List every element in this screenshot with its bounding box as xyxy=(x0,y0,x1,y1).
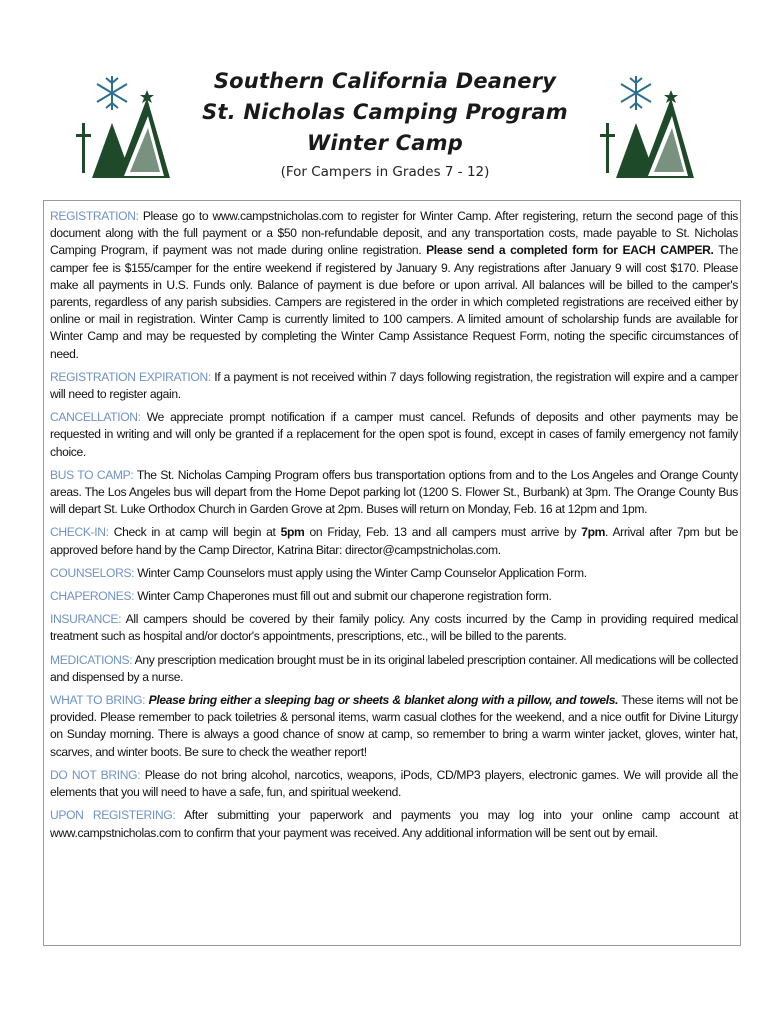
title-line-1: Southern California Deanery xyxy=(213,69,557,93)
registration-section xyxy=(50,208,738,363)
medications-section xyxy=(50,652,738,686)
what-to-bring-section xyxy=(50,692,738,761)
checkin-time-start: 5pm xyxy=(280,525,305,540)
registration-text-1: Please go to www.campstnicholas.com to register for Winter Camp. After registering, return the second page of this document along with the full payment or a $50 non-refundable deposit, and any transportation costs, made payable to St. Nicholas Camping Program, if payment was not made during online registration. xyxy=(50,209,738,258)
snowflake-trees-cross-icon xyxy=(596,68,696,178)
checkin-text-1: Check in at camp will begin at xyxy=(108,525,281,540)
chaperones-text: Winter Camp Chaperones must fill out and submit our chaperone registration form. xyxy=(134,589,552,604)
do-not-bring-label: DO NOT BRING: xyxy=(50,767,141,782)
checkin-text-3: . Arrival after 7pm but be approved before hand by the Camp Director, Katrina Bitar: director@campstnicholas.com. xyxy=(50,525,738,557)
registration-bold: Please send a completed form for EACH CAMPER. xyxy=(426,243,714,258)
chaperones-label: CHAPERONES: xyxy=(50,589,135,604)
page-header xyxy=(0,60,770,190)
cancellation-text: We appreciate prompt notification if a camper must cancel. Refunds of deposits and other payments may be requested in writing and will only be granted if a replacement for the open spot is found, except in cases of family emergency not family choice. xyxy=(50,410,738,459)
subtitle: (For Campers in Grades 7 - 12) xyxy=(280,164,490,180)
cancellation-section xyxy=(50,409,738,461)
cancellation-label: CANCELLATION: xyxy=(50,410,141,425)
do-not-bring-section xyxy=(50,767,738,801)
upon-registering-section xyxy=(50,807,738,841)
insurance-label: INSURANCE: xyxy=(50,612,122,627)
medications-label: MEDICATIONS: xyxy=(50,652,133,667)
chaperones-section xyxy=(50,588,738,605)
registration-label: REGISTRATION: xyxy=(50,209,139,223)
expiration-label: REGISTRATION EXPIRATION: xyxy=(50,369,211,384)
insurance-text: All campers should be covered by their family policy. Any costs incurred by the Camp in providing required medical treatment such as hospital and/or doctor's appointments, prescriptions, etc., will be billed to the parents. xyxy=(50,612,738,644)
bus-label: BUS TO CAMP: xyxy=(50,467,134,482)
what-to-bring-label: WHAT TO BRING: xyxy=(50,693,146,708)
insurance-section xyxy=(50,611,738,645)
expiration-section xyxy=(50,369,738,403)
expiration-text: If a payment is not received within 7 days following registration, the registration will expire and a camper will need to register again. xyxy=(50,369,738,402)
counselors-label: COUNSELORS: xyxy=(50,565,135,580)
checkin-time-deadline: 7pm xyxy=(581,525,606,540)
checkin-section xyxy=(50,524,738,558)
what-to-bring-emphasis: Please bring either a sleeping bag or sheets & blanket along with a pillow, and towels. xyxy=(145,693,619,708)
checkin-label: CHECK-IN: xyxy=(50,525,109,540)
bus-text: The St. Nicholas Camping Program offers bus transportation options from and to the Los Angeles and Orange County areas. The Los Angeles bus will depart from the Home Depot parking lot (1200 S. Flower St., Burbank) at 3pm. The Orange County Bus will depart St. Luke Orthodox Church in Garden Grove at 2pm. Buses will return on Monday, Feb. 16 at 12pm and 1pm. xyxy=(50,467,738,517)
counselors-text: Winter Camp Counselors must apply using the Winter Camp Counselor Application Form. xyxy=(134,565,587,580)
medications-text: Any prescription medication brought must be in its original labeled prescription container. All medications will be collected and dispensed by a nurse. xyxy=(50,652,738,684)
do-not-bring-text: Please do not bring alcohol, narcotics, weapons, iPods, CD/MP3 players, electronic games. We will provide all the elements that you will need to have a safe, fun, and spiritual weekend. xyxy=(50,767,739,800)
bus-section xyxy=(50,467,738,519)
upon-registering-text: After submitting your paperwork and payments you may log into your online camp account at www.campstnicholas.com to confirm that your payment was received. Any additional information will be sent out by email. xyxy=(50,808,738,840)
snowflake-trees-cross-icon xyxy=(72,68,172,178)
checkin-text-2: on Friday, Feb. 13 and all campers must arrive by xyxy=(304,525,582,540)
title-line-3: Winter Camp xyxy=(307,131,463,155)
info-box xyxy=(43,200,741,946)
what-to-bring-text: These items will not be provided. Please remember to pack toiletries & personal items, warm casual clothes for the weekend, and a nice outfit for Divine Liturgy on Sunday morning. There is always a good chance of snow at camp, so remember to bring a warm winter jacket, gloves, winter hat, scarves, and winter boots. Be sure to check the weather report! xyxy=(50,693,738,759)
title-block xyxy=(170,66,600,180)
counselors-section xyxy=(50,565,738,582)
upon-registering-label: UPON REGISTERING: xyxy=(50,808,176,823)
registration-text-2: The camper fee is $155/camper for the entire weekend if registered by January 9. Any registrations after January 9 will cost $170. Please make all payments in U.S. Funds only. Balance of payment is due before or upon arrival. All balances will be billed to the camper's parents, regardless of any parish subsidies. Campers are registered in the order in which completed registrations are received either by online or mail in registration. Winter Camp is currently limited to 100 campers. A limited amount of scholarship funds are available for Winter Camp and may be requested by completing the Winter Camp Assistance Request Form, noting the specific circumstances of need. xyxy=(50,243,738,361)
title-line-2: St. Nicholas Camping Program xyxy=(202,100,568,124)
